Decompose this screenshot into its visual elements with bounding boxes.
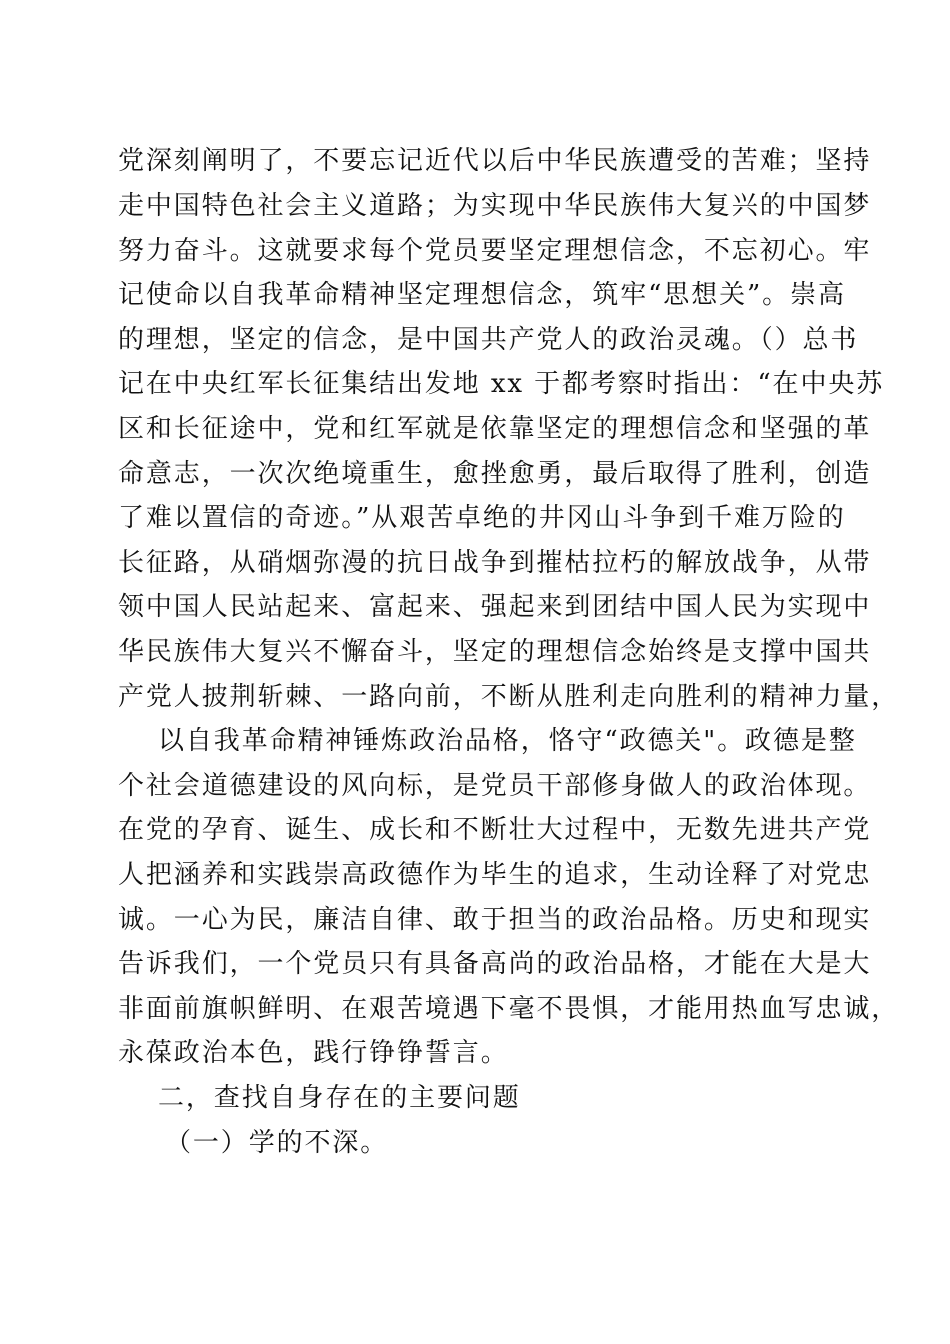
text-line: 人把涵养和实践崇高政德作为毕生的追求，生动诠释了对党忠 xyxy=(118,860,872,890)
section-heading: 二，查找自身存在的主要问题 xyxy=(158,1083,521,1113)
subsection-heading: （一）学的不深。 xyxy=(165,1128,389,1158)
text-line: 努力奋斗。这就要求每个党员要坚定理想信念，不忘初心。牢 xyxy=(118,236,872,266)
text-line: 命意志，一次次绝境重生，愈挫愈勇，最后取得了胜利，创造 xyxy=(118,459,872,489)
text-line: 在党的孕育、诞生、成长和不断壮大过程中，无数先进共产党 xyxy=(118,815,872,845)
text-line: 记在中央红军长征集结出发地 xx 于都考察时指出：“在中央苏 xyxy=(118,369,885,399)
text-line: 产党人披荆斩棘、一路向前，不断从胜利走向胜利的精神力量， xyxy=(118,682,900,712)
text-line: 了难以置信的奇迹。”从艰苦卓绝的井冈山斗争到千难万险的 xyxy=(118,503,846,533)
text-line: 党深刻阐明了，不要忘记近代以后中华民族遭受的苦难；坚持 xyxy=(118,146,872,176)
text-line: 记使命以自我革命精神坚定理想信念，筑牢“思想关”。崇高 xyxy=(118,280,846,310)
text-line: 永葆政治本色，践行铮铮誓言。 xyxy=(118,1038,509,1068)
text-line: 告诉我们，一个党员只有具备高尚的政治品格，才能在大是大 xyxy=(118,949,872,979)
text-line: 区和长征途中，党和红军就是依靠坚定的理想信念和坚强的革 xyxy=(118,414,872,444)
text-line: 华民族伟大复兴不懈奋斗，坚定的理想信念始终是支撑中国共 xyxy=(118,637,872,667)
text-line: 走中国特色社会主义道路；为实现中华民族伟大复兴的中国梦 xyxy=(118,191,872,221)
text-line: 长征路，从硝烟弥漫的抗日战争到摧枯拉朽的解放战争，从带 xyxy=(118,548,872,578)
text-line: 非面前旗帜鲜明、在艰苦境遇下毫不畏惧，才能用热血写忠诚， xyxy=(118,994,900,1024)
text-line: 以自我革命精神锤炼政治品格，恪守“政德关"。政德是整 xyxy=(158,726,857,756)
text-line: 领中国人民站起来、富起来、强起来到团结中国人民为实现中 xyxy=(118,592,872,622)
text-line: 的理想，坚定的信念，是中国共产党人的政治灵魂。（）总书 xyxy=(118,325,859,355)
text-line: 诚。一心为民，廉洁自律、敢于担当的政治品格。历史和现实 xyxy=(118,905,872,935)
text-line: 个社会道德建设的风向标，是党员干部修身做人的政治体现。 xyxy=(118,771,872,801)
